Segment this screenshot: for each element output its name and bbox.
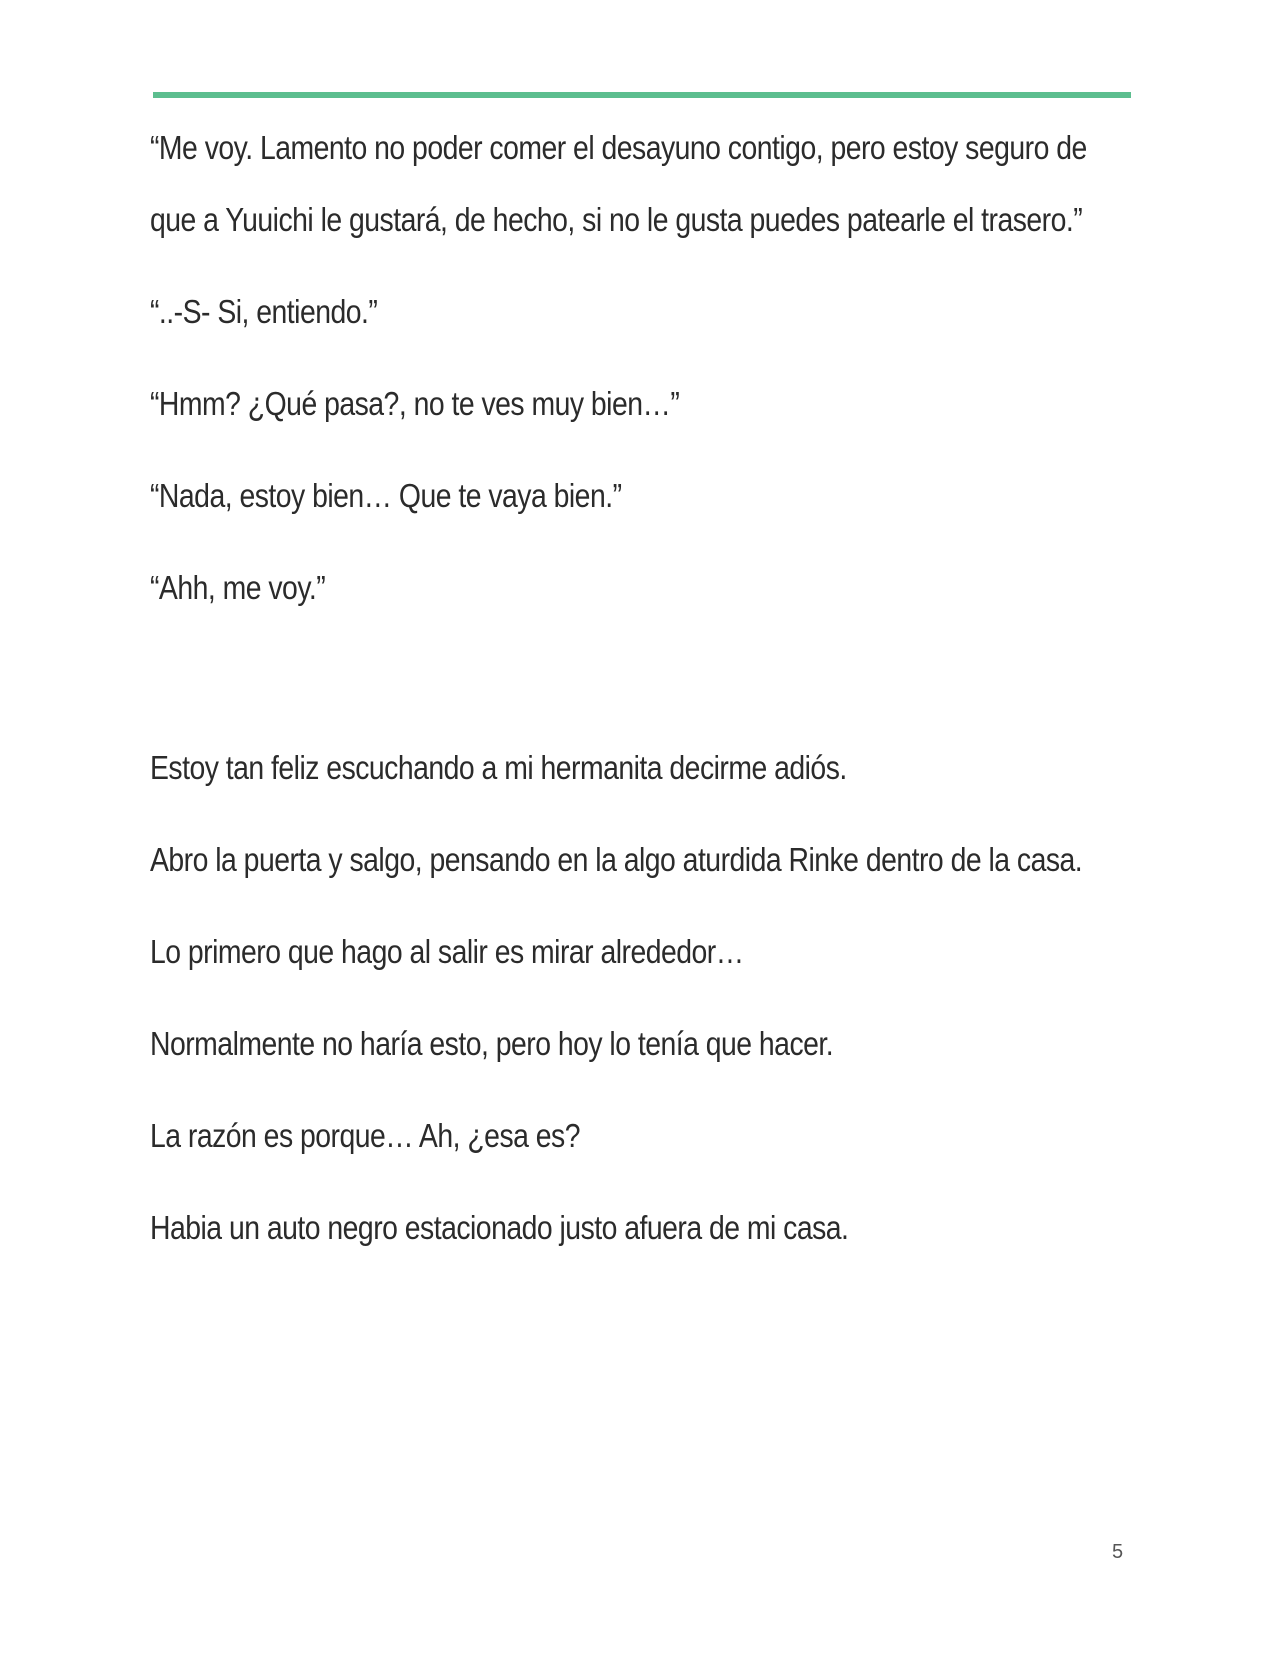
narration-paragraph: La razón es porque… Ah, ¿esa es?: [150, 1117, 580, 1154]
narration-paragraph: Abro la puerta y salgo, pensando en la algo aturdida Rinke dentro de la casa.: [150, 841, 1083, 878]
dialogue-paragraph: “Ahh, me voy.”: [150, 569, 326, 606]
page-number: 5: [1112, 1541, 1124, 1563]
dialogue-paragraph: “Nada, estoy bien… Que te vaya bien.”: [150, 477, 622, 514]
narration-paragraph: Lo primero que hago al salir es mirar alrededor…: [150, 933, 744, 970]
section-gap: [150, 644, 1139, 732]
dialogue-paragraph: “Me voy. Lamento no poder comer el desayuno contigo, pero estoy seguro de que a Yuuichi le gustará, de hecho, si no le gusta puedes patearle el trasero.”: [150, 129, 1087, 238]
narration-paragraph: Estoy tan feliz escuchando a mi hermanita decirme adiós.: [150, 749, 847, 786]
dialogue-paragraph: “..-S- Si, entiendo.”: [150, 293, 378, 330]
narration-paragraph: Habia un auto negro estacionado justo afuera de mi casa.: [150, 1209, 849, 1246]
dialogue-paragraph: “Hmm? ¿Qué pasa?, no te ves muy bien…”: [150, 385, 680, 422]
page-body: [150, 112, 1139, 1284]
top-divider: [153, 92, 1131, 98]
narration-paragraph: Normalmente no haría esto, pero hoy lo tenía que hacer.: [150, 1025, 834, 1062]
